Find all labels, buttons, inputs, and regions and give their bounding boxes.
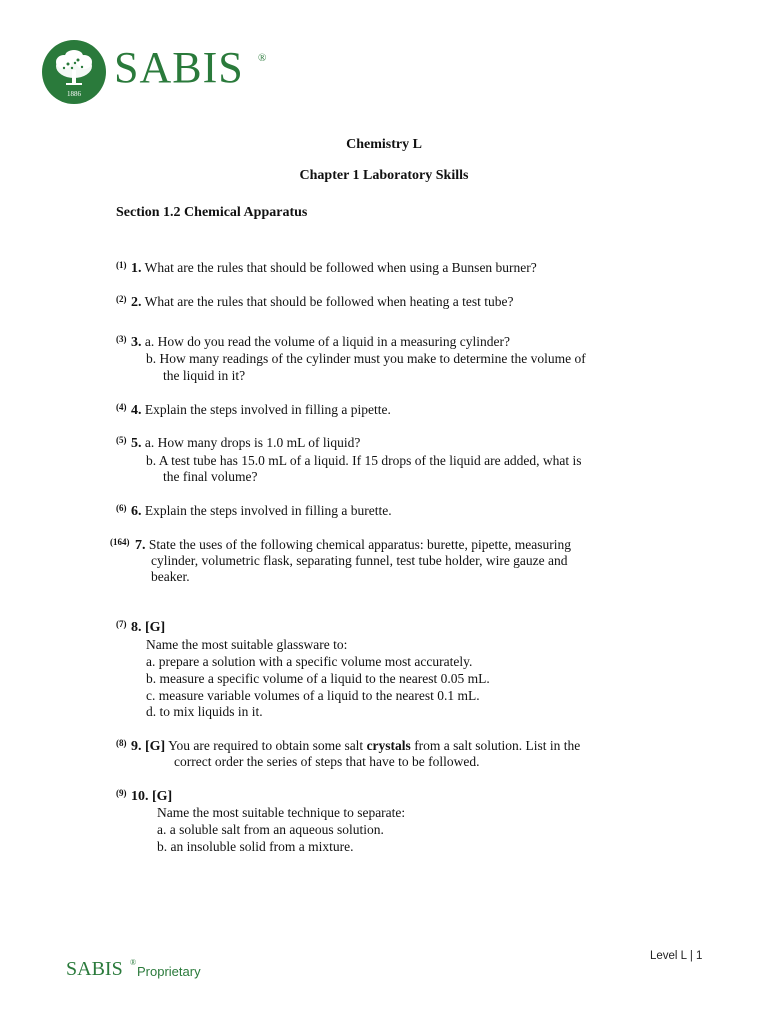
question-part-b: b. A test tube has 15.0 mL of a liquid. If 15 drops of the liquid are added, what is — [146, 453, 582, 468]
question-ref: (2) — [116, 294, 127, 304]
question-ref: (1) — [116, 260, 127, 270]
question-text: Name the most suitable technique to separate: — [157, 805, 406, 820]
question-part-b-cont: the final volume? — [163, 469, 258, 484]
question-text: Explain the steps involved in filling a pipette. — [144, 402, 391, 417]
question-part-a: a. a soluble salt from an aqueous solution. — [157, 822, 384, 837]
question-ref: (3) — [116, 334, 127, 344]
question-part-b: b. an insoluble solid from a mixture. — [157, 839, 354, 854]
course-title: Chemistry L — [346, 137, 422, 152]
question-ref: (8) — [116, 738, 127, 748]
question-ref: (5) — [116, 435, 127, 445]
question-text: State the uses of the following chemical apparatus: burette, pipette, measuring — [148, 537, 571, 552]
question-number: 5. — [131, 436, 142, 451]
question-text-cont: cylinder, volumetric flask, separating funnel, test tube holder, wire gauze and — [151, 553, 568, 568]
section-title: Section 1.2 Chemical Apparatus — [116, 205, 308, 220]
question-number: 1. — [131, 261, 142, 276]
question-number: 3. — [131, 335, 142, 350]
question-number: 8. [G] — [131, 620, 166, 635]
question-ref: (4) — [116, 402, 127, 412]
question-number: 9. [G] — [131, 739, 166, 754]
question-ref: (7) — [116, 619, 127, 629]
question-part-a: a. How do you read the volume of a liquid in a measuring cylinder? — [144, 334, 511, 349]
question-number: 4. — [131, 403, 142, 418]
footer-sabis-logo: SABIS — [66, 958, 123, 980]
question-part-b: b. measure a specific volume of a liquid to the nearest 0.05 mL. — [146, 671, 490, 686]
question-text: Name the most suitable glassware to: — [146, 637, 348, 652]
question-part-b: b. How many readings of the cylinder must you make to determine the volume of — [146, 351, 586, 366]
chapter-title: Chapter 1 Laboratory Skills — [299, 168, 469, 183]
question-part-d: d. to mix liquids in it. — [146, 704, 263, 719]
footer-registered-mark: ® — [130, 958, 137, 967]
question-keyword: crystals — [366, 738, 411, 753]
question-text: What are the rules that should be followed when using a Bunsen burner? — [144, 260, 537, 275]
question-number: 6. — [131, 504, 142, 519]
footer-proprietary: Proprietary — [137, 964, 201, 979]
registered-mark: ® — [258, 52, 267, 64]
question-ref: (9) — [116, 788, 127, 798]
question-number: 10. [G] — [131, 789, 173, 804]
question-part-a: a. prepare a solution with a specific volume most accurately. — [146, 654, 473, 669]
question-number: 2. — [131, 295, 142, 310]
question-text-cont: beaker. — [151, 569, 190, 584]
question-number: 7. — [135, 538, 146, 553]
question-ref: (6) — [116, 503, 127, 513]
question-text: What are the rules that should be followed when heating a test tube? — [144, 294, 514, 309]
question-ref: (164) — [110, 537, 130, 547]
question-part-b-cont: the liquid in it? — [163, 368, 246, 383]
question-text: You are required to obtain some salt — [168, 738, 364, 753]
question-text: from a salt solution. List in the — [414, 738, 581, 753]
question-part-a: a. How many drops is 1.0 mL of liquid? — [144, 435, 361, 450]
question-part-c: c. measure variable volumes of a liquid to the nearest 0.1 mL. — [146, 688, 480, 703]
page-number: Level L | 1 — [650, 950, 703, 962]
tree-icon — [42, 40, 106, 104]
question-text: Explain the steps involved in filling a burette. — [144, 503, 392, 518]
sabis-logo-emblem — [42, 40, 106, 104]
logo-year: 1886 — [67, 90, 81, 98]
sabis-logo-text: SABIS — [114, 43, 244, 92]
question-text-cont: correct order the series of steps that have to be followed. — [174, 754, 480, 769]
